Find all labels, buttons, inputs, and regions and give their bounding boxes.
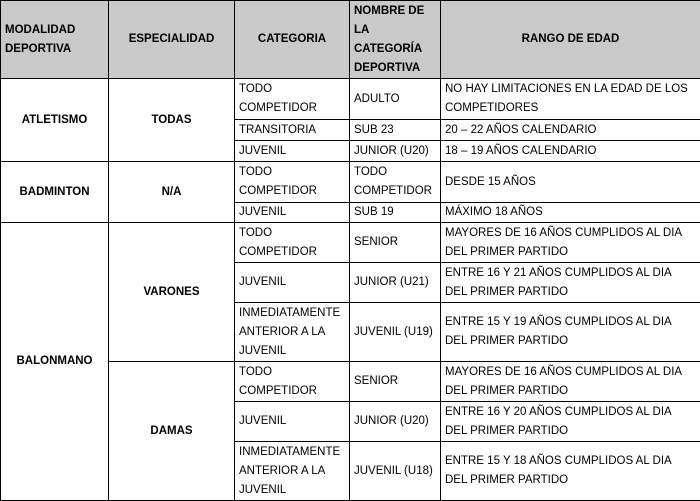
table-row [1,223,700,263]
categoria-cell: TODO COMPETIDOR [235,79,350,120]
rango-cell: MAYORES DE 16 AÑOS CUMPLIDOS AL DIA DEL PRIMER PARTIDO [441,362,700,402]
header-nombre: NOMBRE DE LA CATEGORÍA DEPORTIVA [350,1,441,79]
rango-cell: 18 – 19 AÑOS CALENDARIO [441,141,700,162]
rango-cell: ENTRE 15 Y 19 AÑOS CUMPLIDOS AL DIA DEL PRIMER PARTIDO [441,303,700,362]
nombre-cell: SENIOR [350,223,441,263]
nombre-cell: JUVENIL (U18) [350,442,441,501]
rango-cell: MAYORES DE 16 AÑOS CUMPLIDOS AL DIA DEL PRIMER PARTIDO [441,223,700,263]
modalidad-cell: BADMINTON [1,162,109,223]
especialidad-cell: N/A [109,162,235,223]
especialidad-cell: TODAS [109,79,235,162]
categoria-cell: INMEDIATAMENTE ANTERIOR A LA JUVENIL [235,303,350,362]
header-categoria: CATEGORIA [235,1,350,79]
rango-cell: DESDE 15 AÑOS [441,162,700,203]
rango-cell: ENTRE 15 Y 18 AÑOS CUMPLIDOS AL DIA DEL PRIMER PARTIDO [441,442,700,501]
table-row [1,79,700,120]
categoria-cell: JUVENIL [235,203,350,223]
especialidad-cell: DAMAS [109,362,235,501]
nombre-cell: JUVENIL (U19) [350,303,441,362]
categoria-cell: TODO COMPETIDOR [235,362,350,402]
header-modalidad: MODALIDAD DEPORTIVA [1,1,109,79]
rango-cell: NO HAY LIMITACIONES EN LA EDAD DE LOS COMPETIDORES [441,79,700,120]
categoria-cell: INMEDIATAMENTE ANTERIOR A LA JUVENIL [235,442,350,501]
categoria-cell: JUVENIL [235,141,350,162]
modalidad-cell: ATLETISMO [1,79,109,162]
table-row [1,162,700,203]
categoria-cell: JUVENIL [235,402,350,442]
categoria-cell: TODO COMPETIDOR [235,162,350,203]
nombre-cell: SUB 19 [350,203,441,223]
categoria-cell: JUVENIL [235,263,350,303]
rango-cell: ENTRE 16 Y 21 AÑOS CUMPLIDOS AL DIA DEL PRIMER PARTIDO [441,263,700,303]
nombre-cell: JUNIOR (U21) [350,263,441,303]
rango-cell: ENTRE 16 Y 20 AÑOS CUMPLIDOS AL DIA DEL PRIMER PARTIDO [441,402,700,442]
nombre-cell: ADULTO [350,79,441,120]
header-row [1,1,700,79]
nombre-cell: SUB 23 [350,120,441,141]
nombre-cell: JUNIOR (U20) [350,141,441,162]
nombre-cell: SENIOR [350,362,441,402]
modalidad-cell: BALONMANO [1,223,109,501]
especialidad-cell: VARONES [109,223,235,362]
rango-cell: MÁXIMO 18 AÑOS [441,203,700,223]
categoria-cell: TODO COMPETIDOR [235,223,350,263]
categoria-cell: TRANSITORIA [235,120,350,141]
header-rango: RANGO DE EDAD [441,1,700,79]
nombre-cell: TODO COMPETIDOR [350,162,441,203]
rango-cell: 20 – 22 AÑOS CALENDARIO [441,120,700,141]
nombre-cell: JUNIOR (U20) [350,402,441,442]
header-especialidad: ESPECIALIDAD [109,1,235,79]
